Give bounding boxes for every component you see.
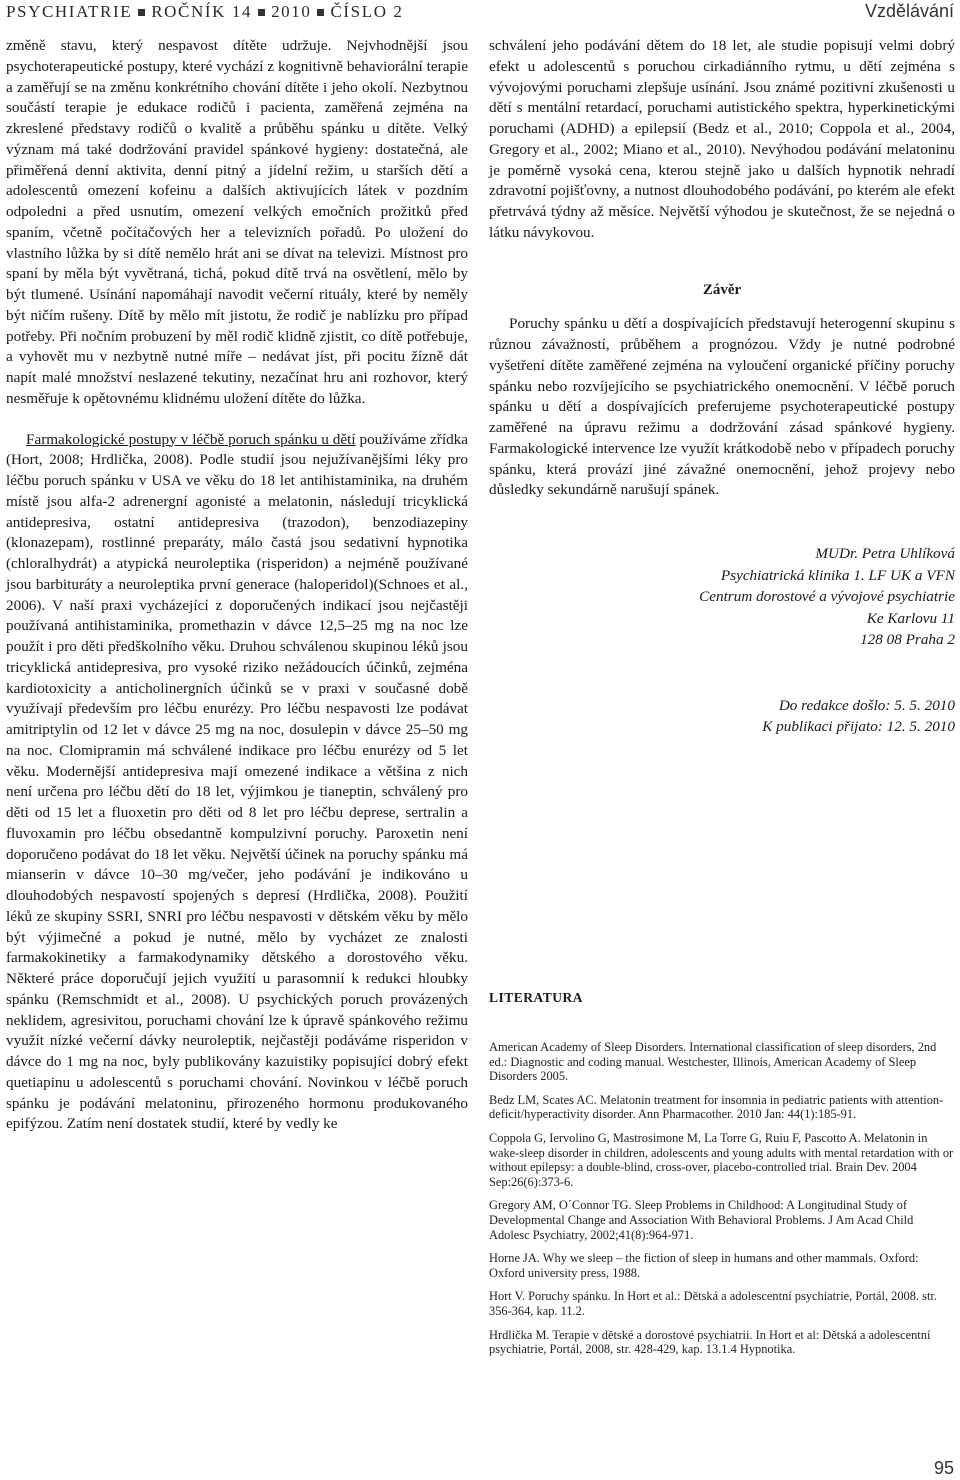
page-header: [0, 0, 960, 26]
received-date: Do redakce došlo: 5. 5. 2010: [778, 696, 955, 714]
literature-heading: LITERATURA: [489, 990, 584, 1005]
author-center: Centrum dorostové a vývojové psychiatrie: [699, 588, 955, 605]
submission-dates: [489, 695, 955, 738]
reference-item: Hrdlička M. Terapie v dětské a dorostové psychiatrii. In Hort et al: Dětská a adolescentní psychiatrie, Portál, 2008, str. 428-429, kap. 13.1.4 Hypnotika.: [489, 1327, 931, 1357]
reference-item: Coppola G, Iervolino G, Mastrosimone M, La Torre G, Ruiu F, Pascotto A. Melatonin in wake-sleep disorder in children, adolescents and young adults with mental retardation with or without epilepsy: a double-blind, cross-over, placebo-controlled trial. Brain Dev. 2004 Sep:26(6):373-6.: [489, 1130, 954, 1189]
reference-item: Horne JA. Why we sleep – the fiction of sleep in humans and other mammals. Oxford: Oxford university press, 1988.: [489, 1251, 919, 1280]
reference-list: [489, 1040, 955, 1366]
separator-square-icon: [138, 9, 145, 16]
reference-item: Gregory AM, O´Connor TG. Sleep Problems in Childhood: A Longitudinal Study of Developmental Change and Association With Behavioral Problems. J Am Acad Child Adolesc Psychiatry, 2002;41(8):964-971.: [489, 1198, 914, 1242]
journal-name: PSYCHIATRIE: [6, 2, 133, 21]
journal-running-head: [6, 2, 404, 22]
volume-label: ROČNÍK 14: [151, 2, 253, 21]
separator-square-icon: [317, 9, 324, 16]
conclusion-heading: Závěr: [702, 281, 742, 298]
conclusion-paragraph: Poruchy spánku u dětí a dospívajících představují heterogenní skupinu s různou závažností, průběhem a prognózou. Vždy je nutné podrobné vyšetření dítěte zaměřené zejména na vyloučení organické příčiny poruchy spánku nebo rozvíjejícího se psychiatrického onemocnění. V léčbě poruch spánku u dětí a dospívajících preferujeme psychoterapeutické postupy zaměřené na úpravu režimu a dodržování zásad spánkové hygieny. Farmakologické intervence lze využít krátkodobě nebo v případech poruchy spánku, která provází jiné závažné onemocnění, jehož projevy nebo důsledky sekundárně narušují spánek.: [489, 315, 955, 499]
body-paragraph-pharmacology: [6, 430, 468, 1136]
accepted-date: K publikaci přijato: 12. 5. 2010: [762, 718, 955, 735]
pharmacology-subheading: Farmakologické postupy v léčbě poruch spánku u dětí: [26, 430, 356, 448]
author-street: Ke Karlovu 11: [866, 609, 955, 627]
body-paragraph: změně stavu, který nespavost dítěte udržuje. Nejvhodnější jsou psychoterapeutické postupy, které vychází z kognitivně behaviorální terapie a zaměřují se na změnu konkrétního chování dítěte i jeho okolí. Nezbytnou součástí terapie je edukace rodičů i pacienta, zaměřená zejména na zkreslené představy rodičů o kvalitě a průběhu spánku u dítěte. Velký význam má také dodržování pravidel spánkové hygieny: dostatečná, ale přiměřená denní aktivita, denní pitný a jídelní režim, u starších dětí a adolescentů omezení kofeinu a dalších aktivujících látek v pozdním odpoledni a před usnutím, omezení velkých emočních prožitků před spaním, včetně počítačových her a televizních pořadů. Po uložení do vlastního lůžka by si dítě nemělo hrát ani se dívat na televizi. Místnost pro spaní by měla být vyvětraná, tichá, pokud dítě trvá na osvětlení, mělo by být tlumené. Usínání napomáhají navodit večerní rituály, které by neměly být ničím rušeny. Dítě by mělo mít jistotu, že rodič je nablízku pro případ potřeby. Při nočním probuzení by měl rodič klidně zjistit, co dítě potřebuje, a vyhovět mu v nezbytně nutné míře – nedávat jíst, při pocitu žízně dát napít malé množství neslazené tekutiny, nezačínat hru ani rozhovor, který nesměřuje k opětovnému klidnému uložení dítěte do lůžka.: [6, 37, 468, 407]
author-name: MUDr. Petra Uhlíková: [815, 545, 955, 562]
left-column: [6, 36, 468, 1135]
issue-label: ČÍSLO 2: [330, 2, 404, 21]
year-label: 2010: [271, 2, 312, 21]
author-department: Psychiatrická klinika 1. LF UK a VFN: [720, 566, 955, 584]
reference-item: American Academy of Sleep Disorders. International classification of sleep disorders, 2nd ed.: Diagnostic and coding manual. Westchester, Illinois, American Academy of Sleep Disorders 2005.: [489, 1040, 937, 1084]
page-number: 95: [933, 1458, 954, 1478]
pharmacology-text: používáme zřídka (Hort, 2008; Hrdlička, 2008). Podle studií jsou nejužívanějšími léky pro léčbu poruch spánku v USA ve věku do 18 let antihistaminika, na druhém místě jsou alfa-2 adrenergní agonisté a melatonin, následují tricyklická antidepresiva, ostatní antidepresiva (trazodon), benzodiazepiny (klonazepam), rostlinné preparáty, málo častá jsou sedativní hypnotika (chloralhydrát) a atypická neuroleptika (risperidon) a nejméně používané jsou barbituráty a neuroleptika první generace (haloperidol)(Schnoes et al., 2006). V naší praxi vycházející z doporučených indikací jsou nejčastěji používaná antihistaminika, promethazin v dávce 12,5–25 mg na noc lze použít i pro děti předškolního věku. Druhou schválenou skupinou léků jsou tricyklická antidepresiva, pro vysoké riziko nežádoucích účinků, zejména kardiotoxicity a anticholinergních účinků se v praxi v současné době využívají především pro léčbu enurézy. Pro léčbu nespavosti lze podávat amitriptylin od 12 let v dávce 25 mg na noc, dosulepin v dávce 25–50 mg na noc. Clomipramin má schválené indikace pro léčbu enurézy od 5 let věku. Modernější antidepresiva mají omezené indikace a většina z nich není určena pro léčbu dětí do 18 let, výjimkou je tianeptin, schválený pro děti od 15 let a fluoxetin pro děti od 8 let pro léčbu deprese, sertralin a fluvoxamin pro léčbu obsedantně kompulzivní poruchy. Paroxetin není doporučeno podávat do 18 let věku. Největší účinek na poruchy spánku má mianserin v dávce 10–30 mg/večer, jeho podávání je indikováno u dlouhodobých nespavostí spojených s depresí (Hrdlička, 2008). Použití léků ze skupiny SSRI, SNRI pro léčbu nespavosti v dětském věku by mělo být výjimečné a pokud je nutné, mělo by vycházet ze znalosti farmakokinetiky a farmakodynamiky dětského a dorostového věku. Některé práce doporučují jejich využití u parasomnií k redukci hloubky spánku (Remschmidt et al., 2008). U psychických poruch provázených neklidem, agresivitou, poruchami chování lze k úpravě spánkového režimu využít nízké večerní dávky neuroleptik, nejčastěji podáváme risperidon v dávce do 1 mg na noc, byly publikovány kazuistiky popisující dobrý efekt quetiapinu u adolescentů s poruchami chování. Novinkou v léčbě poruch spánku je podávání melatoninu, přirozeného hormonu produkovaného epifýzou. Zatím není dostatek studií, které by vedly ke: [6, 430, 468, 1133]
author-city: 128 08 Praha 2: [860, 631, 955, 648]
right-column: [489, 36, 955, 738]
body-paragraph: schválení jeho podávání dětem do 18 let, ale studie popisují velmi dobrý efekt u adolescentů s poruchou cirkadiánního rytmu, u dětí zejména s vývojovými poruchami zlepšuje usínání. Jsou známé pozitivní zkušenosti u dětí s mentální retardací, poruchami autistického spektra, hyperkinetickými poruchami (ADHD) a epilepsií (Bedz et al., 2010; Coppola et al., 2004, Gregory et al., 2002; Miano et al., 2010). Nevýhodou podávání melatoninu je poměrně vysoká cena, kterou stejně jako u dalších hypnotik nehradí zdravotní pojišťovny, a nutnost dlouhodobého podávání, po kterém ale efekt přetrvává týdny až měsíce. Největší výhodou je skutečnost, že se nejedná o látku návykovou.: [489, 37, 955, 241]
author-address: [489, 543, 955, 651]
reference-item: Bedz LM, Scates AC. Melatonin treatment for insomnia in pediatric patients with attention-deficit/hyperactivity disorder. Ann Pharmacother. 2010 Jan: 44(1):185-91.: [489, 1092, 944, 1122]
reference-item: Hort V. Poruchy spánku. In Hort et al.: Dětská a adolescentní psychiatrie, Portál, 2008. str. 356-364, kap. 11.2.: [489, 1289, 937, 1318]
section-label: Vzdělávání: [864, 1, 954, 21]
separator-square-icon: [258, 9, 265, 16]
